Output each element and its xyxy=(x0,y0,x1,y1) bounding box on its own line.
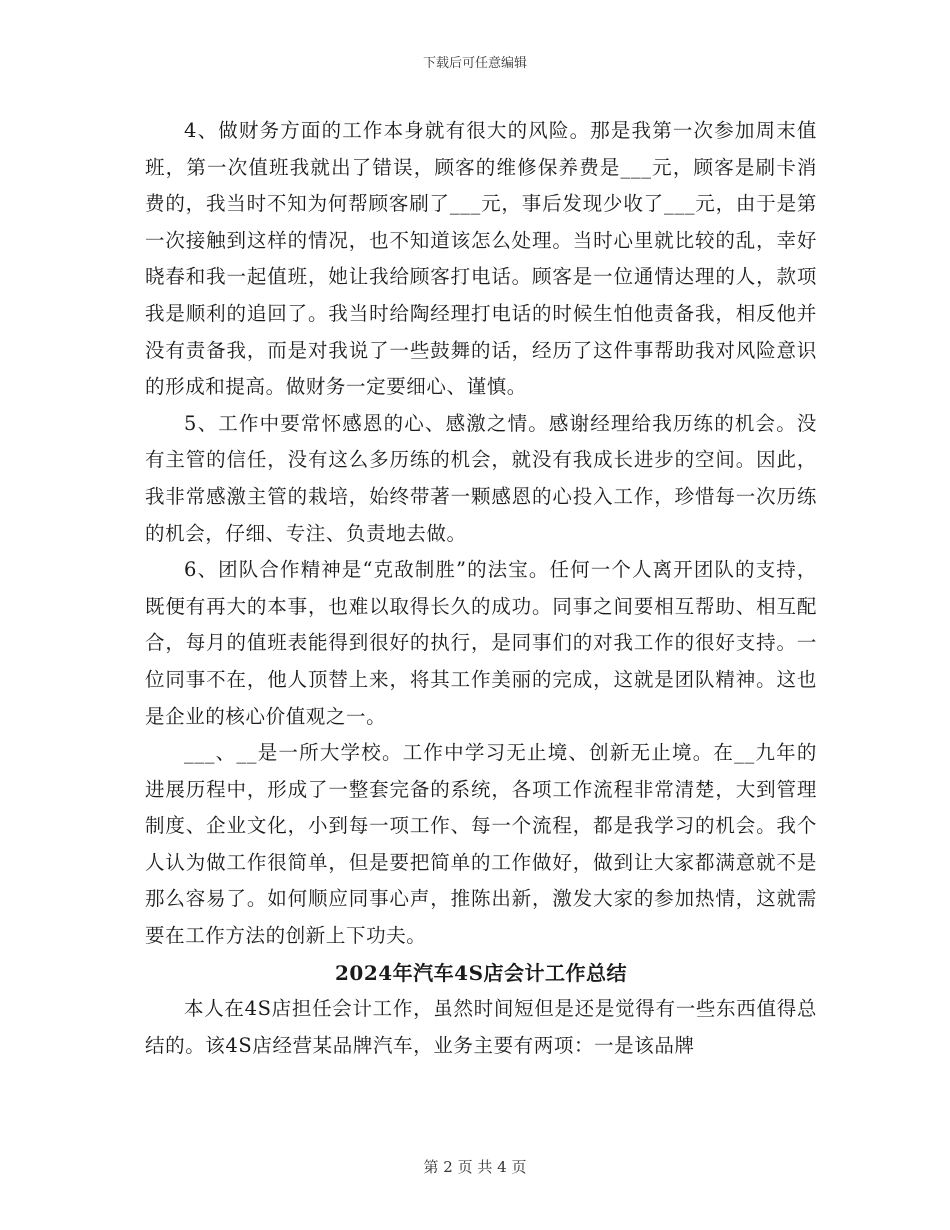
paragraph-gratitude: 5、工作中要常怀感恩的心、感激之情。感谢经理给我历练的机会。没有主管的信任，没有这么多历练的机会，就没有我成长进步的空间。因此，我非常感激主管的栽培，始终带著一颗感恩的心投入工作，珍惜每一次历练的机会，仔细、专注、负责地去做。 xyxy=(145,411,817,545)
section-title: 2024年汽车4S店会计工作总结 xyxy=(334,960,628,985)
paragraph-intro: 本人在4S店担任会计工作，虽然时间短但是还是觉得有一些东西值得总结的。该4S店经营某品牌汽车，业务主要有两项：一是该品牌 xyxy=(145,997,817,1057)
page-footer: 第 2 页 共 4 页 xyxy=(423,1158,527,1176)
page-header: 下载后可任意编辑 xyxy=(422,56,527,71)
paragraph-learning: ___、__是一所大学校。工作中学习无止境、创新无止境。在__九年的进展历程中，形成了一整套完备的系统，各项工作流程非常清楚，大到管理制度、企业文化，小到每一项工作、每一个流程，都是我学习的机会。我个人认为做工作很简单，但是要把简单的工作做好，做到让大家都满意就不是那么容易了。如何顺应同事心声，推陈出新，激发大家的参加热情，这就需要在工作方法的创新上下功夫。 xyxy=(145,741,817,948)
document-body xyxy=(145,113,817,1064)
paragraph-teamwork: 6、团队合作精神是“克敌制胜”的法宝。任何一个人离开团队的支持，既便有再大的本事，也难以取得长久的成功。同事之间要相互帮助、相互配合，每月的值班表能得到很好的执行，是同事们的对我工作的很好支持。一位同事不在，他人顶替上来，将其工作美丽的完成，这就是团队精神。这也是企业的核心价值观之一。 xyxy=(145,558,817,728)
paragraph-risk: 4、做财务方面的工作本身就有很大的风险。那是我第一次参加周末值班，第一次值班我就出了错误，顾客的维修保养费是___元，顾客是刷卡消费的，我当时不知为何帮顾客刷了___元，事后发现少收了___元，由于是第一次接触到这样的情况，也不知道该怎么处理。当时心里就比较的乱，幸好晓春和我一起值班，她让我给顾客打电话。顾客是一位通情达理的人，款项我是顺利的追回了。我当时给陶经理打电话的时候生怕他责备我，相反他并没有责备我，而是对我说了一些鼓舞的话，经历了这件事帮助我对风险意识的形成和提高。做财务一定要细心、谨慎。 xyxy=(145,119,817,399)
